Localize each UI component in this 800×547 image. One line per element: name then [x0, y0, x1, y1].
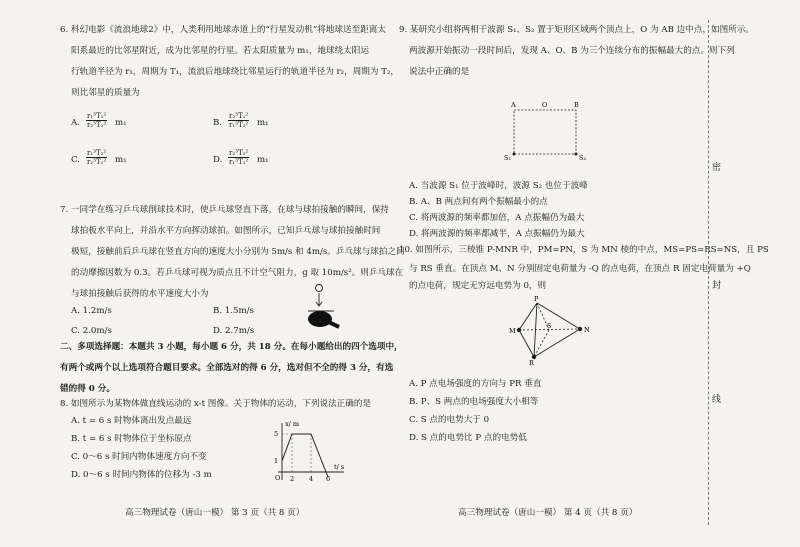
q10-option-c: C. S 点的电势大于 0: [409, 415, 490, 425]
fig-label-r: R: [529, 359, 534, 367]
q6-line-3: 行轨道半径为 r₁，周期为 T₁，流浪后地球绕比邻星运行的轨道半径为 r₂，周期为 T₂，: [71, 67, 399, 77]
q6-option-c-fraction: [86, 149, 107, 166]
q6-line-1: 6. 科幻电影《流浪地球2》中，人类利用地球赤道上的“行星发动机”将地球送至距离太: [60, 25, 386, 35]
q6-option-c-numerator: r₁³T₂²: [87, 149, 107, 157]
left-page-footer: 高三物理试卷（唐山一模） 第 3 页（共 8 页）: [125, 508, 305, 518]
graph-line: [282, 434, 328, 477]
binding-char-closed: 封: [712, 281, 722, 291]
q7-line-5: 与球拍接触后获得的水平速度大小为: [71, 289, 209, 299]
q6-option-a-mass: m₁: [115, 118, 127, 128]
q6-option-a-label: A.: [71, 118, 80, 128]
q6-option-d-label: D.: [213, 155, 223, 165]
binding-char-line: 线: [712, 395, 722, 405]
q6-option-c-mass: m₁: [115, 155, 127, 165]
q6-option-b-fraction: [228, 112, 249, 129]
q7-option-d: D. 2.7m/s: [213, 326, 255, 336]
q7-option-a: A. 1.2m/s: [71, 306, 112, 316]
q8-option-b: B. t = 6 s 时物体位于坐标原点: [71, 434, 192, 444]
right-page: [395, 0, 800, 547]
q6-option-d-denominator: r₁³T₁²: [229, 158, 249, 166]
q10-option-a: A. P 点电场强度的方向与 PR 垂直: [409, 379, 542, 389]
q9-option-b: B. A、B 两点间有两个振幅最小的点: [409, 197, 548, 207]
q8-option-c: C. 0～6 s 时间内物体速度方向不变: [71, 452, 207, 462]
q10-option-b: B. P、S 两点的电场强度大小相等: [409, 397, 539, 407]
q6-option-a-denominator: r₂³T₂²: [87, 121, 107, 129]
q6-option-d-fraction: [228, 149, 249, 166]
q6-option-c-denominator: r₂³T₁²: [87, 158, 107, 166]
tetrahedron-figure: [505, 295, 605, 365]
graph-tick-y5: 5: [274, 430, 279, 438]
q8-option-a: A. t = 6 s 时物体离出发点最远: [71, 416, 192, 426]
q7-line-3: 极短，接触前后乒乓球在竖直方向的速度大小分别为 5m/s 和 4m/s。乒乓球与球拍之间: [71, 247, 405, 257]
q6-option-a-numerator: r₁³T₁²: [87, 112, 107, 120]
q10-line-2: 与 RS 垂直。在顶点 M、N 分别固定电荷量为 -Q 的点电荷，在顶点 R 固定电荷量为 +Q: [409, 264, 751, 274]
graph-ylabel: x/ m: [285, 420, 300, 428]
graph-tick-x2: 2: [290, 475, 295, 483]
wave-source-figure: [503, 100, 593, 166]
graph-xlabel: t/ s: [334, 463, 345, 471]
q8-option-d: D. 0～6 s 时间内物体的位移为 -3 m: [71, 470, 212, 480]
q7-line-4: 的动摩擦因数为 0.3。若乒乓球可视为质点且不计空气阻力，g 取 10m/s²。则乒乓球在: [71, 268, 404, 278]
binding-line: [708, 20, 717, 525]
section-2-line-3: 错的得 0 分。: [60, 384, 115, 394]
q6-line-2: 阳系最近的比邻星附近，成为比邻星的行星。若太阳质量为 m₁，地球绕太阳运: [71, 46, 369, 56]
graph-tick-y1: 1: [274, 457, 279, 465]
q7-line-1: 7. 一同学在练习乒乓球削球技术时，使乒乓球竖直下落，在球与球拍接触的瞬间，保持: [60, 205, 389, 215]
q10-line-1: 10. 如图所示，三棱锥 P-MNR 中，PM=PN，S 为 MN 棱的中点，MS=PS=RS=NS，且 PS: [399, 245, 769, 255]
q10-line-3: 的点电荷，规定无穷远电势为 0，则: [409, 281, 547, 291]
ping-pong-paddle-figure: [300, 283, 345, 333]
q8-stem: 8. 如图所示为某物体做直线运动的 x-t 图像。关于物体的运动，下列说法正确的是: [60, 399, 372, 409]
q7-line-2: 球拍板水平向上，并沿水平方向挥动球拍。如图所示，已知乒乓球与球拍接触时间: [71, 226, 381, 236]
section-2-line-1: 二、多项选择题：本题共 3 小题，每小题 6 分，共 18 分。在每小题给出的四个选项中，: [60, 342, 403, 352]
right-page-footer: 高三物理试卷（唐山一模） 第 4 页（共 8 页）: [458, 508, 638, 518]
q6-option-c-label: C.: [71, 155, 81, 165]
graph-tick-x4: 4: [309, 475, 314, 483]
q10-option-d: D. S 点的电势比 P 点的电势低: [409, 433, 527, 443]
fig-label-m: M: [509, 327, 516, 335]
q9-line-3: 说法中正确的是: [409, 67, 470, 77]
q7-option-b: B. 1.5m/s: [213, 306, 254, 316]
q9-option-d: D. 将两波源的频率都减半，A 点振幅仍为最大: [409, 229, 585, 239]
binding-char-seal: 密: [712, 163, 722, 173]
q6-option-b-label: B.: [213, 118, 223, 128]
fig-label-s: S: [547, 322, 552, 330]
q9-line-2: 两波源开始振动一段时间后，发现 A、O、B 为三个连续分布的振幅最大的点。则下列: [409, 46, 735, 56]
q6-option-d-numerator: r₂³T₂²: [229, 149, 249, 157]
q9-option-a: A. 当波源 S₁ 位于波峰时，波源 S₂ 也位于波峰: [409, 181, 588, 191]
q7-option-c: C. 2.0m/s: [71, 326, 112, 336]
q6-option-b-numerator: r₂³T₁²: [229, 112, 249, 120]
fig-label-o: O: [542, 101, 548, 109]
fig-label-s2: S₂: [579, 154, 587, 162]
fig-label-n: N: [584, 326, 590, 334]
fig-label-p: P: [534, 295, 539, 303]
graph-tick-x6: 6: [326, 475, 331, 483]
graph-origin: O: [275, 474, 281, 482]
q9-line-1: 9. 某研究小组将两相干波源 S₁、S₂ 置于矩形区域两个顶点上，O 为 AB 边中点，如图所示。: [399, 25, 755, 35]
section-2-line-2: 有两个或两个以上选项符合题目要求。全部选对的得 6 分，选对但不全的得 3 分，有选: [60, 363, 394, 373]
q6-option-b-denominator: r₁³T₂²: [229, 121, 249, 129]
fig-label-s1: S₁: [504, 154, 512, 162]
q6-line-4: 则比邻星的质量为: [71, 88, 140, 98]
x-t-graph: [270, 420, 350, 485]
q6-option-d-mass: m₁: [257, 155, 269, 165]
fig-label-a: A: [511, 101, 516, 109]
wave-rectangle: [514, 110, 576, 154]
q6-option-a-fraction: [86, 112, 107, 129]
fig-label-b: B: [574, 101, 579, 109]
q6-option-b-mass: m₁: [257, 118, 269, 128]
q9-option-c: C. 将两波源的频率都加倍，A 点振幅仍为最大: [409, 213, 585, 223]
